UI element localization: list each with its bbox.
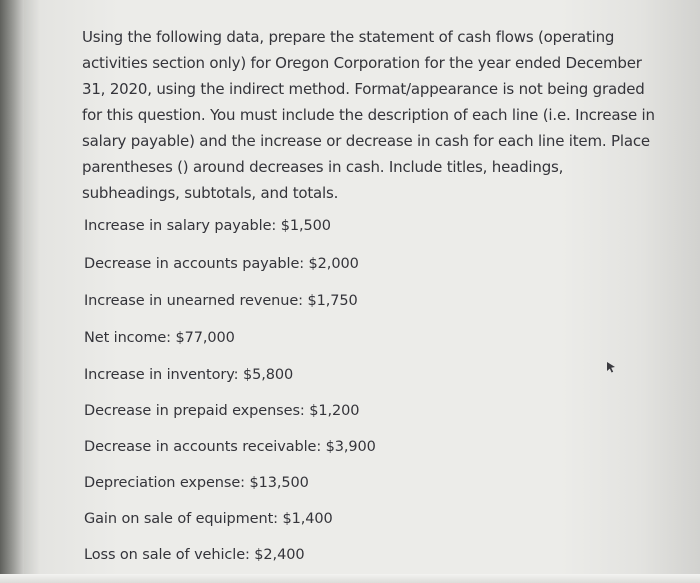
mouse-pointer-icon: [605, 361, 617, 373]
question-content: [60, 0, 700, 583]
question-prompt: Using the following data, prepare the statement of cash flows (operating activities section only) for Oregon Corporation for the year ended December 31, 2020, using the indirect method. Format/appearance is not being graded for this question. You must include the description of each line (i.e. Increase in salary payable) and the increase or decrease in cash for each line item. Place parentheses () around decreases in cash. Include titles, headings, subheadings, subtotals, and totals.: [82, 28, 655, 202]
data-item-net-income: Net income: $77,000: [84, 330, 235, 346]
data-item-salary-payable: Increase in salary payable: $1,500: [84, 218, 331, 234]
data-item-accounts-payable: Decrease in accounts payable: $2,000: [84, 256, 359, 272]
data-item-loss-vehicle: Loss on sale of vehicle: $2,400: [84, 547, 305, 563]
data-item-inventory: Increase in inventory: $5,800: [84, 367, 294, 383]
data-item-unearned-revenue: Increase in unearned revenue: $1,750: [84, 293, 358, 309]
data-item-depreciation: Depreciation expense: $13,500: [84, 475, 309, 491]
data-item-gain-equipment: Gain on sale of equipment: $1,400: [84, 511, 333, 527]
screen-bezel: [0, 0, 24, 583]
data-item-accounts-receivable: Decrease in accounts receivable: $3,900: [84, 439, 376, 455]
bottom-edge: [0, 574, 700, 583]
data-item-prepaid-expenses: Decrease in prepaid expenses: $1,200: [84, 403, 360, 419]
